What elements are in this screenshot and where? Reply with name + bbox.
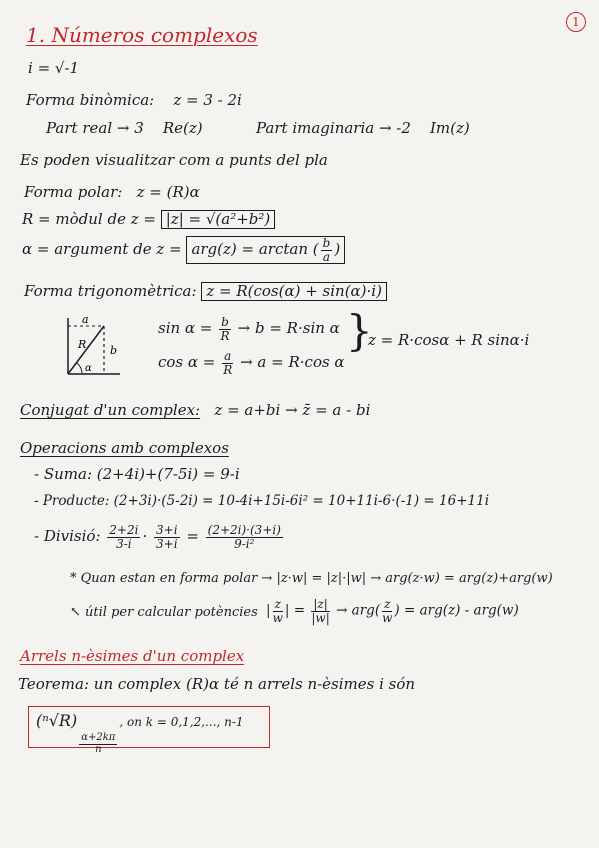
argument-def xyxy=(22,236,345,264)
div-f1-den: 3-i xyxy=(116,536,132,551)
quotient-rule: | $\frac{z}{w}$ | = $\frac{|z|}{|w|}$ → arg( $\frac{z}{w}$ ) = arg(z) - arg(w) xyxy=(266,597,519,625)
cos-den: R xyxy=(223,362,233,377)
argument-fraction-den: a xyxy=(322,249,331,264)
conjugate-label: Conjugat d'un complex: xyxy=(20,401,201,419)
quot-arg xyxy=(382,598,392,624)
sin-fraction xyxy=(219,316,231,342)
binomial-expr: z = 3 - 2i xyxy=(173,91,242,109)
right-brace: } xyxy=(346,306,373,355)
argument-box-text: arg(z) = arctan xyxy=(191,240,309,259)
quot-lhs-den: w xyxy=(272,610,283,625)
imaginary-part-fn: Im(z) xyxy=(430,119,470,137)
quot-arg-pre: → arg xyxy=(336,602,375,619)
roots-formula-sub xyxy=(79,733,117,755)
quot-lhs xyxy=(273,598,283,624)
quot-mid-num: |z| xyxy=(313,597,328,611)
imaginary-part-text: Part imaginaria → -2 xyxy=(256,119,411,137)
roots-formula-cond: , on k = 0,1,2,..., n-1 xyxy=(119,715,244,729)
polar-note: * Quan estan en forma polar → |z·w| = |z|·|w| → arg(z·w) = arg(z)+arg(w) xyxy=(70,571,553,586)
page-number: 1 xyxy=(566,12,586,32)
roots-formula xyxy=(36,712,244,755)
polar-form xyxy=(24,184,200,201)
diagram-label-a: a xyxy=(82,313,89,326)
trig-result: z = R·cosα + R sinα·i xyxy=(368,331,530,349)
argument-fraction-num: b xyxy=(322,236,331,250)
div-f2-num: 3+i xyxy=(156,523,178,537)
imaginary-part xyxy=(256,120,470,137)
operations-title: Operacions amb complexos xyxy=(20,439,229,457)
op-division: - Divisió: $\frac{2+2i}{3-i}$ · $\frac{3+i}{3+i}$ = $\frac{(2+2i)\cdot(3+i)}{\text{9-i²}}$ xyxy=(34,523,281,551)
real-part-fn: Re(z) xyxy=(162,119,203,137)
diagram-label-alpha: α xyxy=(85,363,92,374)
modulus-def xyxy=(22,210,275,229)
roots-formula-den: n xyxy=(95,743,102,755)
quot-mid xyxy=(311,598,329,624)
division-frac-2 xyxy=(154,524,180,550)
cos-relation xyxy=(158,350,345,376)
sin-relation xyxy=(158,316,340,342)
page-title: 1. Números complexos xyxy=(26,23,258,47)
polar-expr: z = (R)α xyxy=(136,183,200,201)
op-product: - Producte: (2+3i)·(5-2i) = 10-4i+15i-6i² = 10+11i-6·(-1) = 16+11i xyxy=(34,493,490,509)
div-f3-den: 9-i² xyxy=(234,536,255,551)
div-f2-den: 3+i xyxy=(156,536,178,551)
trig-form xyxy=(24,282,387,301)
division-label: - Divisió: xyxy=(34,527,101,546)
trig-label: Forma trigonomètrica: xyxy=(24,282,197,300)
sin-den: R xyxy=(220,328,230,343)
quot-lhs-num: z xyxy=(274,597,281,611)
quot-mid-den: |w| xyxy=(311,610,330,625)
diagram-label-r: R xyxy=(78,338,87,351)
division-frac-3 xyxy=(206,524,283,550)
roots-theorem: Teorema: un complex (R)α té n arrels n-èsimes i són xyxy=(18,675,416,693)
polar-label: Forma polar: xyxy=(24,183,123,201)
cos-fraction xyxy=(222,350,233,376)
div-f1-num: 2+2i xyxy=(109,523,139,537)
binomial-label: Forma binòmica: xyxy=(26,91,155,109)
div-f3-num: (2+2i)·(3+i) xyxy=(207,523,281,537)
op-sum: - Suma: (2+4i)+(7-5i) = 9-i xyxy=(34,465,240,483)
quot-arg-den: w xyxy=(382,610,393,625)
visualize-note: Es poden visualitzar com a punts del pla xyxy=(20,151,328,169)
conjugate-expr: z = a+bi → z̄ = a - bi xyxy=(214,401,371,419)
quot-arg-num: z xyxy=(384,597,391,611)
cos-post: → a = R·cos α xyxy=(240,353,345,372)
cos-num: a xyxy=(224,349,232,363)
roots-formula-root: (ⁿ√R) xyxy=(36,711,78,730)
useful-note: ↖ útil per calcular potències xyxy=(70,605,258,620)
sin-post: → b = R·sin α xyxy=(237,319,340,338)
modulus-box: |z| = √(a²+b²) xyxy=(161,210,276,229)
division-frac-1 xyxy=(107,524,140,550)
argument-fraction xyxy=(321,237,333,263)
roots-formula-num: α+2kπ xyxy=(81,732,116,743)
argument-label: α = argument de z = xyxy=(22,240,182,259)
real-part xyxy=(46,120,203,137)
diagram-label-b: b xyxy=(110,344,118,357)
roots-title: Arrels n-èsimes d'un complex xyxy=(20,647,245,665)
sin-num: b xyxy=(221,315,229,329)
real-part-text: Part real → 3 xyxy=(46,119,144,137)
triangle-diagram xyxy=(60,312,130,384)
argument-box: arg(z) = arctan ( $\frac{b}{a}$ ) xyxy=(186,236,345,264)
modulus-label: R = mòdul de z = xyxy=(22,210,156,228)
trig-box: z = R(cos(α) + sin(α)·i) xyxy=(201,282,387,301)
imaginary-unit-def: i = √-1 xyxy=(28,59,80,77)
cos-pre: cos α = xyxy=(158,353,216,372)
conjugate xyxy=(20,402,370,419)
sin-pre: sin α = xyxy=(158,319,213,338)
binomial-form xyxy=(26,92,242,109)
quot-arg-post: = arg(z) - arg(w) xyxy=(403,602,519,619)
